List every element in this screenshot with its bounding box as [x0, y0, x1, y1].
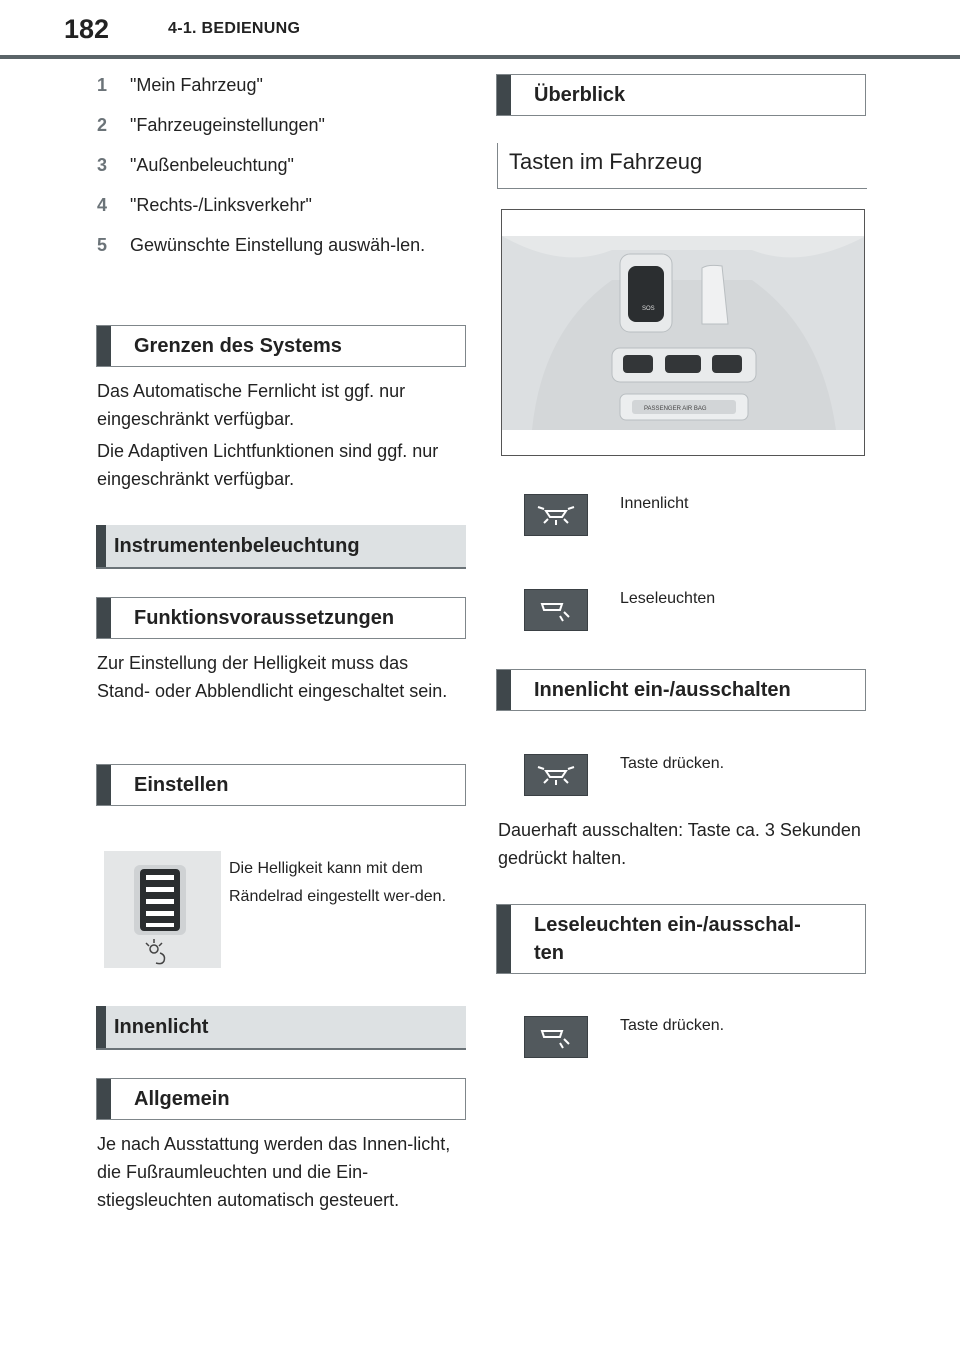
section-heading-innenlicht-schalten — [496, 669, 866, 711]
icon-label-innenlicht: Innenlicht — [620, 495, 689, 512]
interior-light-icon — [534, 501, 578, 529]
brightness-wheel-image — [104, 851, 221, 968]
einstellen-text: Die Helligkeit kann mit dem Rändelrad eingestellt wer-den. — [229, 860, 447, 905]
overhead-console-image — [501, 209, 865, 456]
section-heading-ueberblick — [496, 74, 866, 116]
heading-text: Funktionsvoraussetzungen — [134, 607, 395, 629]
step-number: 4 — [97, 195, 108, 215]
funktion-paragraph: Zur Einstellung der Helligkeit muss das Stand- oder Abblendlicht eingeschaltet sein. — [97, 653, 448, 701]
header-rule — [0, 55, 960, 59]
heading-text: Instrumentenbeleuchtung — [114, 534, 360, 557]
reading-light-icon-tile — [524, 1016, 588, 1058]
heading-bar — [497, 75, 511, 115]
icon-label-leseleuchten: Leseleuchten — [620, 590, 716, 607]
list-item — [97, 150, 465, 180]
heading-bar — [97, 1079, 111, 1119]
overhead-console-illustration — [502, 210, 865, 456]
heading-text: Grenzen des Systems — [134, 335, 342, 357]
heading-text: Einstellen — [134, 774, 229, 796]
leseleuchten-switch-text: Taste drücken. — [620, 1017, 725, 1034]
list-item — [97, 110, 465, 140]
heading-text: Leseleuchten ein-/ausschal-ten — [534, 914, 801, 964]
heading-text: Innenlicht — [114, 1015, 209, 1038]
section-heading-allgemein — [96, 1078, 466, 1120]
heading-bar — [97, 326, 111, 366]
step-text: "Fahrzeugeinstellungen" — [130, 115, 325, 135]
heading-text: Innenlicht ein-/ausschalten — [534, 679, 791, 701]
chapter-title: 4-1. BEDIENUNG — [168, 20, 301, 37]
thumbwheel-icon — [104, 851, 221, 968]
grenzen-paragraph-2: Die Adaptiven Lichtfunktionen sind ggf. nur eingeschränkt verfügbar. — [97, 441, 439, 489]
step-text: Gewünschte Einstellung auswäh-len. — [130, 235, 426, 255]
step-text: "Rechts-/Linksverkehr" — [130, 195, 312, 215]
list-item — [97, 190, 465, 220]
section-heading-leseleuchten-schalten — [496, 904, 866, 974]
heading-text: Überblick — [534, 84, 626, 106]
list-item — [97, 70, 465, 100]
interior-light-icon — [534, 761, 578, 789]
innenlicht-off-paragraph: Dauerhaft ausschalten: Taste ca. 3 Sekunden gedrückt halten. — [498, 820, 861, 868]
section-heading-innenlicht — [96, 1006, 466, 1050]
svg-text:PASSENGER AIR BAG: PASSENGER AIR BAG — [644, 406, 707, 412]
step-number: 1 — [97, 75, 108, 95]
reading-light-icon — [534, 596, 578, 624]
svg-text:SOS: SOS — [642, 306, 655, 312]
interior-light-icon-tile — [524, 754, 588, 796]
heading-bar — [97, 598, 111, 638]
step-number: 5 — [97, 235, 108, 255]
sub-heading-tasten — [497, 143, 867, 189]
step-text: "Mein Fahrzeug" — [130, 75, 263, 95]
step-text: "Außenbeleuchtung" — [130, 155, 294, 175]
reading-light-icon-tile — [524, 589, 588, 631]
step-list — [97, 70, 465, 270]
heading-bar — [497, 670, 511, 710]
section-heading-einstellen — [96, 764, 466, 806]
grenzen-paragraph-1: Das Automatische Fernlicht ist ggf. nur eingeschränkt verfügbar. — [97, 381, 406, 429]
reading-light-icon — [534, 1023, 578, 1051]
page-number: 182 — [64, 14, 110, 44]
section-heading-grenzen — [96, 325, 466, 367]
sub-heading-text: Tasten im Fahrzeug — [509, 149, 703, 174]
heading-bar — [96, 525, 106, 567]
heading-bar — [497, 905, 511, 973]
heading-text: Allgemein — [134, 1088, 230, 1110]
heading-bar — [96, 1006, 106, 1048]
innenlicht-switch-text: Taste drücken. — [620, 755, 725, 772]
step-number: 2 — [97, 115, 108, 135]
allgemein-paragraph: Je nach Ausstattung werden das Innen-licht, die Fußraumleuchten und die Ein-stiegsleuchten automatisch gesteuert. — [97, 1134, 451, 1210]
step-number: 3 — [97, 155, 108, 175]
interior-light-icon-tile — [524, 494, 588, 536]
section-heading-funktionsvoraussetzungen — [96, 597, 466, 639]
list-item — [97, 230, 465, 260]
heading-bar — [97, 765, 111, 805]
section-heading-instrumentenbeleuchtung — [96, 525, 466, 569]
